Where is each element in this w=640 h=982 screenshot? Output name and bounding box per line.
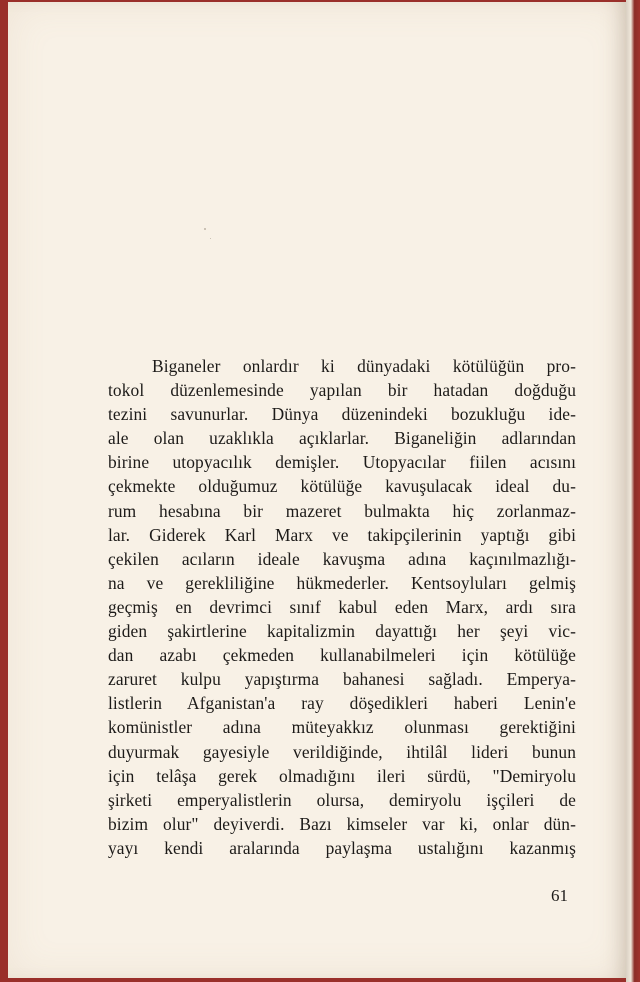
text-line: komünistler adına müteyakkız olunması gerektiğini	[108, 717, 576, 738]
text-line: şirketi emperyalistlerin olursa, demiryolu işçileri de	[108, 789, 576, 810]
text-line: çekmekte olduğumuz kötülüğe kavuşulacak ideal du-	[108, 476, 576, 497]
page-number: 61	[551, 886, 568, 905]
text-line: çekilen acıların ideale kavuşma adına kaçınılmazlığı-	[108, 548, 576, 569]
text-line: listlerin Afganistan'a ray döşedikleri haberi Lenin'e	[108, 693, 576, 714]
text-line: na ve gerekliliğine hükmederler. Kentsoyluları gelmiş	[108, 572, 576, 593]
text-line: giden şakirtlerine kapitalizmin dayattığı her şeyi vic-	[108, 621, 576, 642]
text-line: geçmiş en devrimci sınıf kabul eden Marx, ardı sıra	[108, 596, 576, 617]
text-line: birine utopyacılık demişler. Utopyacılar fiilen acısını	[108, 452, 576, 473]
paper-speck	[210, 238, 211, 239]
text-line: rum hesabına bir mazeret bulmakta hiç zorlanmaz-	[108, 500, 576, 521]
book-cover-edge	[626, 0, 640, 982]
paper-speck	[204, 228, 206, 230]
text-line: bizim olur" deyiverdi. Bazı kimseler var ki, onlar dün-	[108, 813, 576, 834]
text-line: dan azabı çekmeden kullanabilmeleri için kötülüğe	[108, 645, 576, 666]
text-line: duyurmak gayesiyle verildiğinde, ihtilâl lideri bunun	[108, 741, 576, 762]
body-paragraph	[108, 354, 576, 860]
text-line: zaruret kulpu yapıştırma bahanesi sağladı. Emperya-	[108, 669, 576, 690]
book-page	[8, 2, 628, 978]
text-line: tezini savunurlar. Dünya düzenindeki bozukluğu ide-	[108, 404, 576, 425]
text-line: lar. Giderek Karl Marx ve takipçilerinin yaptığı gibi	[108, 524, 576, 545]
text-line: Biganeler onlardır ki dünyadaki kötülüğün pro-	[152, 356, 576, 376]
text-line: yayı kendi aralarında paylaşma ustalığını kazanmış	[108, 837, 576, 858]
text-line: ale olan uzaklıkla açıklarlar. Biganeliğin adlarından	[108, 428, 576, 449]
text-line: için telâşa gerek olmadığını ileri sürdü, "Demiryolu	[108, 765, 576, 786]
text-line: tokol düzenlemesinde yapılan bir hatadan doğduğu	[108, 380, 576, 401]
